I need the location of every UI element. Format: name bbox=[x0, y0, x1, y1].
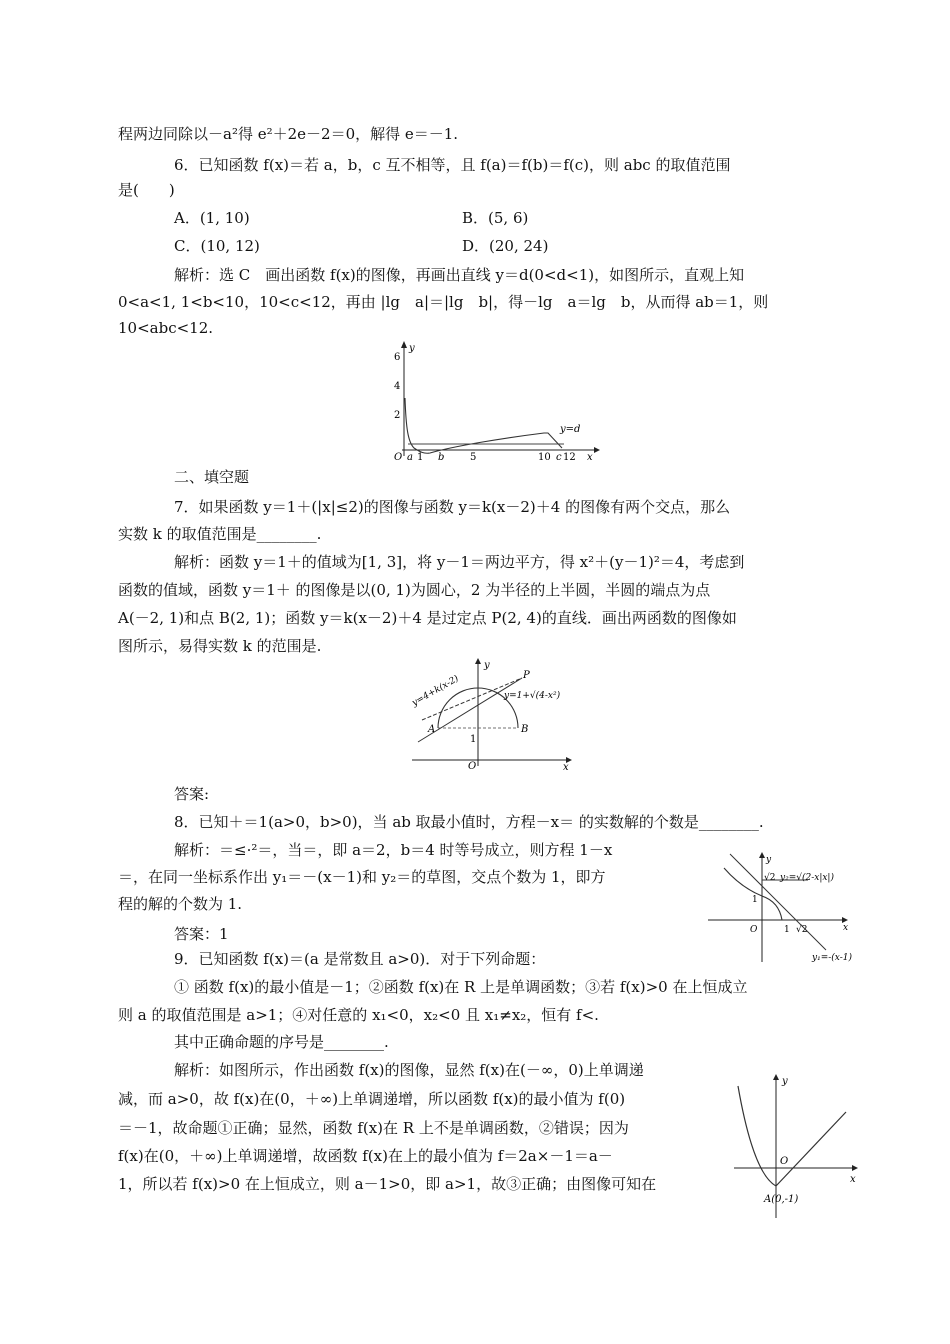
x-axis-label: x bbox=[563, 762, 569, 770]
solution-7: 解析：函数 y＝1＋的值域为[1, 3]，将 y－1＝两边平方，得 x²＋(y－1)²＝4，考虑到 bbox=[174, 553, 745, 571]
text-line: 减，而 a>0，故 f(x)在(0，＋∞)上单调递增，所以函数 f(x)的最小值为 f(0) bbox=[118, 1090, 626, 1108]
text-line: 0<a<1, 1<b<10，10<c<12，再由 |lg a|＝|lg b|，得－lg a＝lg b，从而得 ab＝1，则 bbox=[118, 293, 769, 311]
text-line: 1，所以若 f(x)>0 在上恒成立，则 a－1>0，即 a>1，故③正确；由图像可知在 bbox=[118, 1175, 657, 1193]
y-axis-label: y bbox=[484, 660, 490, 671]
answer-7: 答案: bbox=[174, 785, 210, 803]
x-axis-label: x bbox=[843, 923, 849, 933]
figure-semicircle bbox=[408, 656, 578, 770]
point-b: B bbox=[521, 724, 529, 735]
y-axis-label: y bbox=[766, 855, 772, 865]
origin-label: O bbox=[750, 925, 758, 935]
origin-label: O bbox=[468, 761, 477, 770]
point-p: P bbox=[523, 670, 530, 681]
y-tick: 6 bbox=[394, 352, 401, 363]
tick-root2: √2 bbox=[796, 925, 808, 935]
option-b: B．(5, 6) bbox=[462, 209, 529, 227]
solution-9: 解析：如图所示，作出函数 f(x)的图像，显然 f(x)在(－∞，0)上单调递 bbox=[174, 1061, 644, 1079]
line-label: y=4+k(x-2) bbox=[410, 673, 461, 709]
x-label-c: c bbox=[556, 452, 562, 462]
point-a-label: A(0,-1) bbox=[764, 1194, 799, 1205]
tick-1: 1 bbox=[752, 895, 758, 905]
answer-8: 答案：1 bbox=[174, 925, 229, 943]
x-tick: 10 bbox=[538, 452, 551, 462]
option-c: C．(10, 12) bbox=[174, 237, 260, 255]
text-line: 其中正确命题的序号是________. bbox=[174, 1033, 389, 1051]
x-label-b: b bbox=[438, 452, 445, 462]
solution-8: 解析：＝≤·²＝，当＝，即 a＝2，b＝4 时等号成立，则方程 1－x bbox=[174, 841, 613, 859]
text-line: 图所示，易得实数 k 的范围是. bbox=[118, 637, 322, 655]
origin-label: O bbox=[394, 452, 403, 462]
text-line: 程的解的个数为 1. bbox=[118, 895, 243, 913]
y-tick: 1 bbox=[470, 734, 477, 745]
curve-label: y=1+√(4-x²) bbox=[504, 691, 561, 701]
figure-piecewise-log bbox=[364, 338, 604, 462]
y-axis-label: y bbox=[409, 343, 415, 354]
tick-root2: √2 bbox=[764, 873, 776, 883]
text-line: 则 a 的取值范围是 a>1；④对任意的 x₁<0，x₂<0 且 x₁≠x₂，恒有 f<. bbox=[118, 1006, 599, 1024]
origin-label: O bbox=[780, 1156, 789, 1167]
text-line: 实数 k 的取值范围是________. bbox=[118, 525, 322, 543]
tick-1: 1 bbox=[784, 925, 790, 935]
x-tick: 1 bbox=[417, 452, 424, 462]
x-label-a: a bbox=[407, 452, 413, 462]
question-9: 9．已知函数 f(x)＝(a 是常数且 a>0)．对于下列命题： bbox=[174, 950, 546, 968]
y1-label: y₁=-(x-1) bbox=[812, 953, 852, 963]
text-line: ＝－1，故命题①正确；显然，函数 f(x)在 R 上不是单调函数，②错误；因为 bbox=[118, 1119, 629, 1137]
x-tick: 5 bbox=[470, 452, 477, 462]
figure-function-graph bbox=[730, 1072, 870, 1224]
y-axis-label: y bbox=[782, 1076, 788, 1087]
text-line: 函数的值域，函数 y＝1＋ 的图像是以(0, 1)为圆心，2 为半径的上半圆，半圆的端点为点 bbox=[118, 581, 711, 599]
y-tick: 2 bbox=[394, 410, 401, 421]
text-line: 是( ) bbox=[118, 181, 175, 199]
figure-intersection bbox=[704, 850, 864, 966]
option-d: D．(20, 24) bbox=[462, 237, 549, 255]
section-heading: 二、填空题 bbox=[174, 468, 250, 486]
x-axis-label: x bbox=[587, 452, 593, 462]
text-line: 程两边同除以－a²得 e²＋2e－2＝0，解得 e＝－1. bbox=[118, 125, 459, 143]
text-line: ① 函数 f(x)的最小值是－1；②函数 f(x)在 R 上是单调函数；③若 f(x)>0 在上恒成立 bbox=[174, 978, 748, 996]
y2-label: y₂=√(2-x|x|) bbox=[780, 873, 834, 883]
text-line: A(－2, 1)和点 B(2, 1)；函数 y＝k(x－2)＋4 是过定点 P(2, 4)的直线．画出两函数的图像如 bbox=[118, 609, 737, 627]
question-6: 6．已知函数 f(x)＝若 a，b，c 互不相等，且 f(a)＝f(b)＝f(c)，则 abc 的取值范围 bbox=[174, 156, 731, 174]
text-line: 10<abc<12. bbox=[118, 319, 214, 337]
y-tick: 4 bbox=[394, 381, 401, 392]
text-line: f(x)在(0，＋∞)上单调递增，故函数 f(x)在上的最小值为 f＝2a×－1＝a－ bbox=[118, 1147, 613, 1165]
option-a: A．(1, 10) bbox=[174, 209, 250, 227]
x-axis-label: x bbox=[850, 1174, 856, 1185]
line-label-d: y=d bbox=[560, 424, 581, 435]
point-a: A bbox=[428, 724, 436, 735]
x-tick: 12 bbox=[563, 452, 576, 462]
text-line: ＝，在同一坐标系作出 y₁＝－(x－1)和 y₂＝的草图，交点个数为 1，即方 bbox=[118, 868, 606, 886]
solution-6: 解析：选 C 画出函数 f(x)的图像，再画出直线 y＝d(0<d<1)，如图所示，直观上知 bbox=[174, 266, 745, 284]
question-7: 7．如果函数 y＝1＋(|x|≤2)的图像与函数 y＝k(x－2)＋4 的图像有两个交点，那么 bbox=[174, 498, 731, 516]
question-8: 8．已知＋＝1(a>0，b>0)，当 ab 取最小值时，方程－x＝ 的实数解的个数是________. bbox=[174, 813, 764, 831]
